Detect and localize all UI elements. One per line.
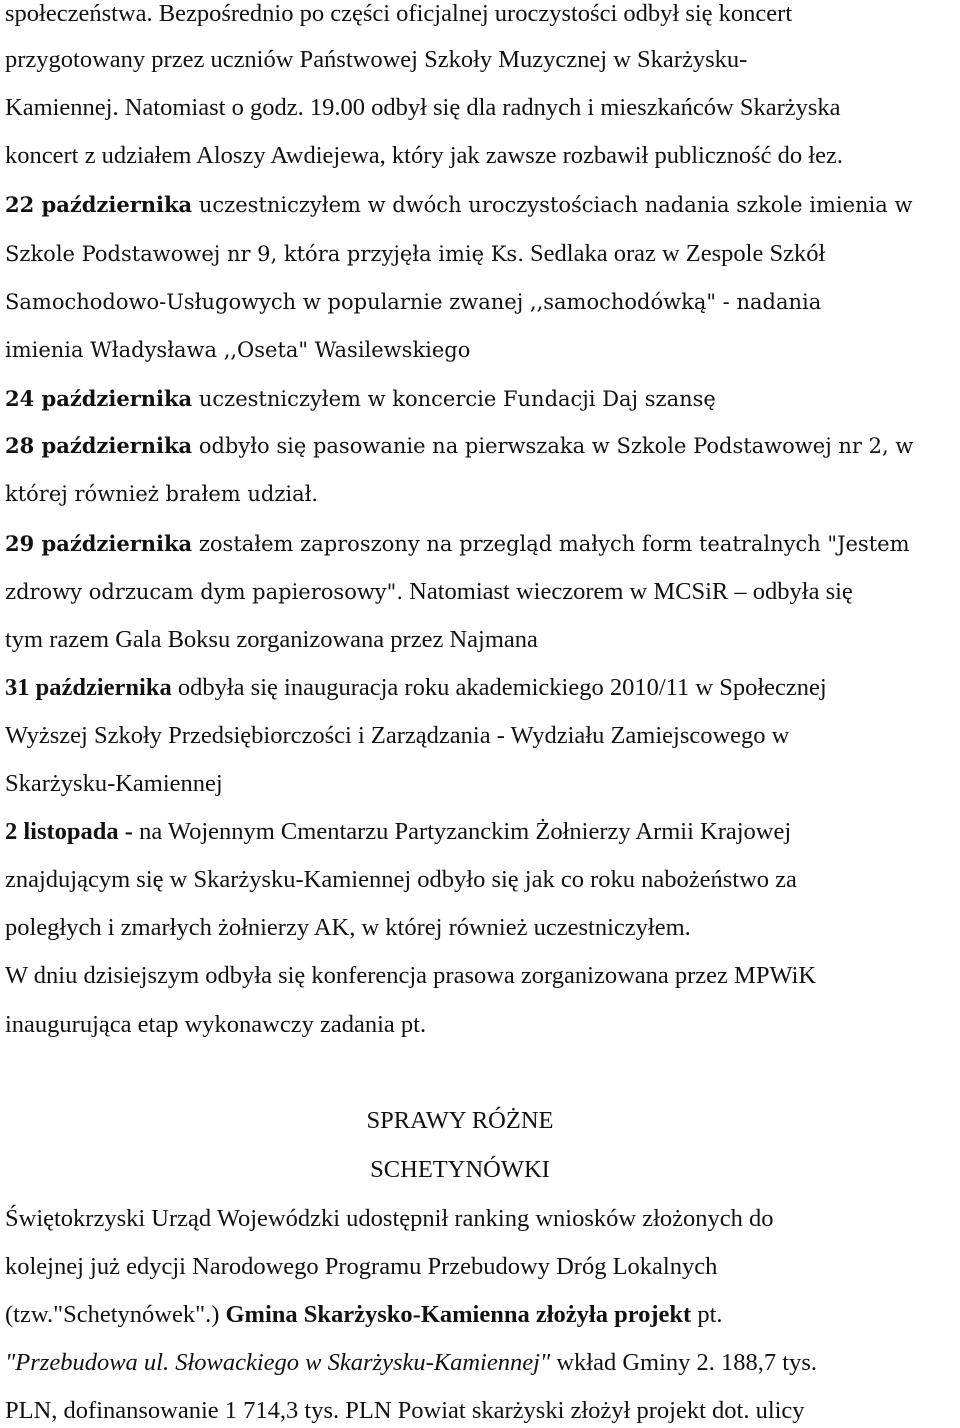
text: znajdującym się w Skarżysku-Kamiennej odbyło się jak co roku nabożeństwo za <box>5 866 797 893</box>
paragraph-line <box>5 94 841 122</box>
section-heading-sprawy <box>0 1107 920 1135</box>
paragraph-line <box>5 1301 723 1329</box>
event-line-28-oct <box>5 432 913 460</box>
event-date: 2 listopada - <box>5 818 140 845</box>
event-text: uczestniczyłem w koncercie Fundacji Daj szansę <box>192 387 716 411</box>
event-line-24-oct <box>5 385 716 413</box>
text: PLN, dofinansowanie 1 714,3 tys. PLN Powiat skarżyski złożył projekt dot. ulicy <box>5 1397 805 1424</box>
event-date: 22 października <box>5 192 193 217</box>
paragraph-line <box>5 142 843 170</box>
event-line-22-oct <box>5 191 912 219</box>
bold-text: Gmina Skarżysko-Kamienna złożyła projekt <box>225 1301 692 1328</box>
paragraph-line <box>5 1011 426 1039</box>
paragraph-line <box>5 962 816 990</box>
heading-text: SPRAWY RÓŻNE <box>366 1107 554 1134</box>
text: inaugurująca etap wykonawczy zadania pt. <box>5 1011 427 1038</box>
paragraph-line <box>5 1205 774 1233</box>
event-text: zostałem zaproszony na przegląd małych form teatralnych "Jestem <box>192 532 910 556</box>
text: (tzw."Schetynówek".) <box>5 1301 226 1328</box>
paragraph-line <box>5 1397 805 1425</box>
text: zdrowy odrzucam dym papierosowy". <box>5 580 404 604</box>
text: społeczeństwa. Bezpośrednio po części oficjalnej uroczystości odbył się koncert <box>5 0 793 27</box>
event-date: 28 października <box>5 433 193 458</box>
text: przygotowany przez uczniów Państwowej Szkoły Muzycznej w Skarżysku- <box>5 46 748 73</box>
text: Wyższej Szkoły Przedsiębiorczości i Zarządzania - Wydziału Zamiejscowego w <box>5 722 790 749</box>
text: W dniu dzisiejszym odbyła się konferencja prasowa zorganizowana przez MPWiK <box>5 962 817 989</box>
paragraph-line <box>5 1253 717 1281</box>
paragraph-line <box>5 240 825 268</box>
text: Sedlaka oraz w Zespole Szkół <box>523 240 826 267</box>
text: Kamiennej. Natomiast o godz. 19.00 odbył się dla radnych i mieszkańców Skarżyska <box>5 94 841 121</box>
paragraph-line <box>5 0 792 28</box>
text: Samochodowo-Usługowych w popularnie zwanej ,,samochodówką" - nadania <box>5 290 822 314</box>
paragraph-line <box>5 722 789 750</box>
event-text: odbyła się inauguracja roku akademickiego 2010/11 w Społecznej <box>171 674 827 701</box>
text: wkład Gminy 2. 188,7 tys. <box>550 1349 817 1376</box>
event-text: uczestniczyłem w dwóch uroczystościach nadania szkole imienia w <box>192 193 913 217</box>
event-line-29-oct <box>5 530 909 558</box>
paragraph-line <box>5 626 538 654</box>
italic-title: "Przebudowa ul. Słowackiego w Skarżysku-Kamiennej" <box>5 1349 551 1376</box>
event-date: 31 października <box>5 674 172 701</box>
event-date: 24 października <box>5 386 193 411</box>
text: tym razem Gala Boksu zorganizowana przez Najmana <box>5 626 538 653</box>
paragraph-line <box>5 866 797 894</box>
paragraph-line <box>5 336 470 364</box>
text: Świętokrzyski Urząd Wojewódzki udostępnił ranking wniosków złożonych do <box>5 1205 774 1232</box>
event-line-31-oct <box>5 674 827 702</box>
text: koncert z udziałem Aloszy Awdiejewa, który jak zawsze rozbawił publiczność do łez. <box>5 142 843 169</box>
event-text: na Wojennym Cmentarzu Partyzanckim Żołnierzy Armii Krajowej <box>139 818 792 845</box>
text: poległych i zmarłych żołnierzy AK, w której również uczestniczyłem. <box>5 914 691 941</box>
text: której również brałem udział. <box>5 482 319 506</box>
text: Skarżysku-Kamiennej <box>5 770 223 797</box>
paragraph-line <box>5 480 318 508</box>
heading-text: SCHETYNÓWKI <box>370 1156 550 1183</box>
paragraph-line <box>5 770 223 798</box>
text: kolejnej już edycji Narodowego Programu Przebudowy Dróg Lokalnych <box>5 1253 718 1280</box>
text: Szkole Podstawowej nr 9, która przyjęła imię Ks. <box>5 242 524 266</box>
paragraph-line <box>5 46 747 74</box>
paragraph-line <box>5 914 691 942</box>
paragraph-line <box>5 1349 817 1377</box>
event-line-2-nov <box>5 818 791 846</box>
paragraph-line <box>5 578 853 606</box>
text: pt. <box>691 1301 723 1328</box>
event-text: odbyło się pasowanie na pierwszaka w Szkole Podstawowej nr 2, w <box>192 434 914 458</box>
text: imienia Władysława ,,Oseta" Wasilewskiego <box>5 338 471 362</box>
event-date: 29 października <box>5 531 193 556</box>
text: Natomiast wieczorem w MCSiR – odbyła się <box>403 578 853 605</box>
paragraph-line <box>5 288 821 316</box>
section-heading-schetynowki <box>0 1156 920 1184</box>
